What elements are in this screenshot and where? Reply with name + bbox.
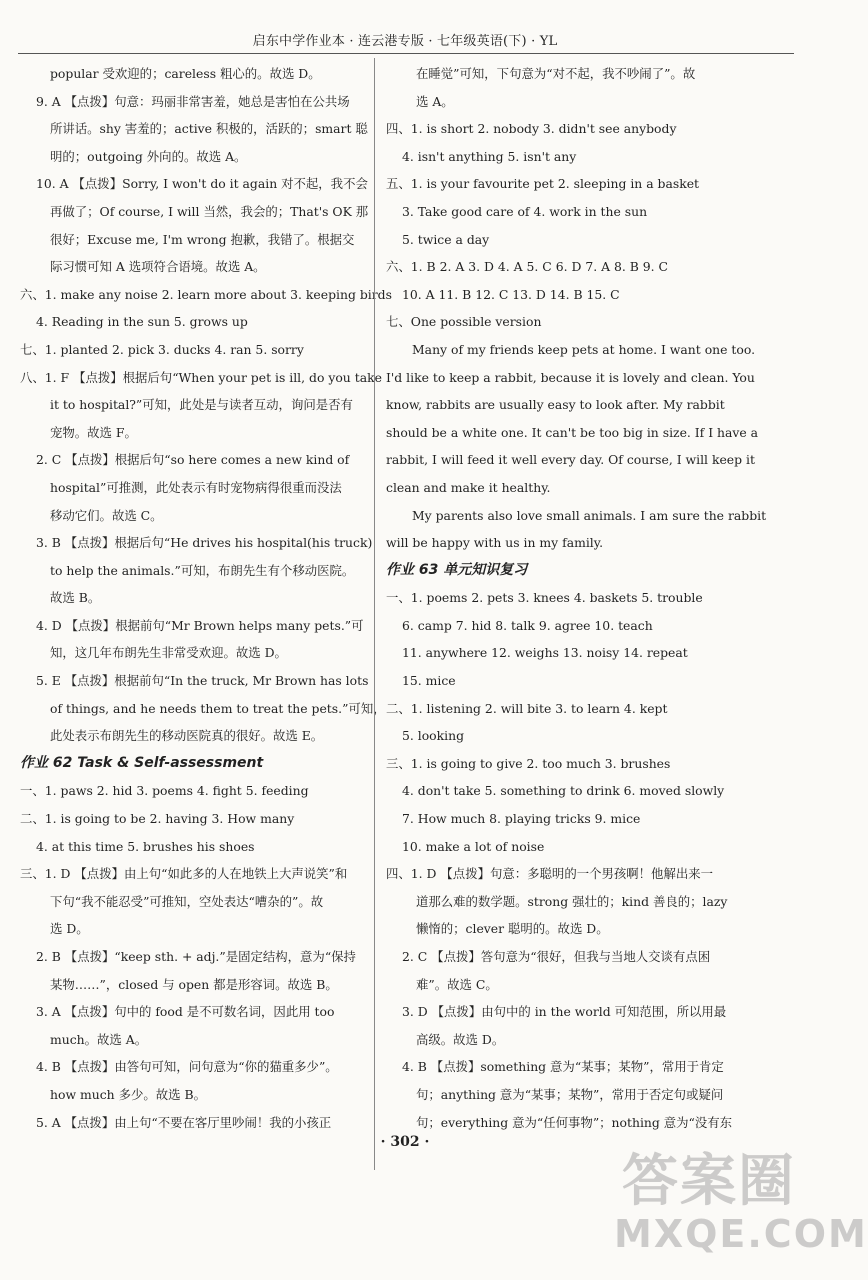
section-heading: 作业 62 Task & Self-assessment <box>20 754 264 771</box>
answer-line: 一、1. paws 2. hid 3. poems 4. fight 5. feeding <box>20 783 309 799</box>
answer-line: 六、1. make any noise 2. learn more about 3. keeping birds <box>20 286 392 302</box>
answer-line: of things, and he needs them to treat the pets.”可知， <box>50 700 386 716</box>
answer-line: 道那么难的数学题。strong 强壮的；kind 善良的；lazy <box>416 893 728 909</box>
answer-line: 宠物。故选 F。 <box>50 424 137 440</box>
answer-line: 4. D 【点拨】根据前句“Mr Brown helps many pets.”可 <box>36 617 364 633</box>
page-number: · 302 · <box>380 1134 430 1150</box>
answer-line: 懒惰的；clever 聪明的。故选 D。 <box>416 921 609 937</box>
answer-line: 四、1. is short 2. nobody 3. didn't see anybody <box>386 121 677 137</box>
header-rule <box>18 53 794 54</box>
answer-line: 4. don't take 5. something to drink 6. moved slowly <box>402 783 725 799</box>
header-title: 启东中学作业本 · 连云港专版 · 七年级英语(下) · YL <box>252 34 558 49</box>
answer-line: 10. A 【点拨】Sorry, I won't do it again 对不起，我不会 <box>36 176 368 192</box>
answer-line: 5. looking <box>402 728 465 744</box>
answer-line: 5. A 【点拨】由上句“不要在客厅里吵闹！我的小孩正 <box>36 1114 332 1130</box>
section-heading: 作业 63 单元知识复习 <box>386 561 528 578</box>
answer-line: will be happy with us in my family. <box>386 535 604 551</box>
answer-line: it to hospital?”可知，此处是与读者互动，询问是否有 <box>50 397 353 413</box>
answer-line: much。故选 A。 <box>50 1031 148 1047</box>
answer-line: 9. A 【点拨】句意：玛丽非常害羞，她总是害怕在公共场 <box>36 93 350 109</box>
answer-line: 二、1. is going to be 2. having 3. How many <box>20 811 295 827</box>
answer-line: 八、1. F 【点拨】根据后句“When your pet is ill, do you take <box>20 369 382 385</box>
answer-line: 故选 B。 <box>50 590 101 606</box>
answer-line: 4. B 【点拨】something 意为“某事；某物”，常用于肯定 <box>402 1059 724 1075</box>
answer-line: to help the animals.”可知，布朗先生有个移动医院。 <box>50 562 355 578</box>
answer-line: clean and make it healthy. <box>386 479 551 495</box>
answer-line: 某物……”，closed 与 open 都是形容词。故选 B。 <box>50 976 338 992</box>
answer-line: 三、1. is going to give 2. too much 3. brushes <box>386 755 671 771</box>
answer-line: popular 受欢迎的；careless 粗心的。故选 D。 <box>50 66 321 81</box>
answer-line: how much 多少。故选 B。 <box>50 1086 206 1102</box>
answer-line: 3. B 【点拨】根据后句“He drives his hospital(his truck) <box>36 535 373 551</box>
answer-line: 再做了；Of course, I will 当然，我会的；That's OK 那 <box>50 203 369 219</box>
watermark-logo <box>614 1149 868 1272</box>
answer-line: 四、1. D 【点拨】句意：多聪明的一个男孩啊！他解出来一 <box>386 866 714 882</box>
answer-line: 高级。故选 D。 <box>416 1031 505 1047</box>
answer-line: 11. anywhere 12. weighs 13. noisy 14. repeat <box>402 645 688 661</box>
answer-line: 10. make a lot of noise <box>402 838 545 854</box>
answer-line: 4. B 【点拨】由答句可知，问句意为“你的猫重多少”。 <box>36 1059 338 1075</box>
answer-line: 一、1. poems 2. pets 3. knees 4. baskets 5. trouble <box>386 590 703 606</box>
left-column <box>20 60 392 1136</box>
answer-line: 下句“我不能忍受”可推知，空处表达“嘈杂的”。故 <box>50 893 324 909</box>
answer-line: 六、1. B 2. A 3. D 4. A 5. C 6. D 7. A 8. B 9. C <box>386 259 669 275</box>
answer-line: 6. camp 7. hid 8. talk 9. agree 10. teach <box>402 617 653 633</box>
answer-line: 五、1. is your favourite pet 2. sleeping in a basket <box>386 176 700 192</box>
answer-line: 七、1. planted 2. pick 3. ducks 4. ran 5. sorry <box>20 341 304 357</box>
answer-line: I'd like to keep a rabbit, because it is lovely and clean. You <box>386 369 755 385</box>
answer-line: 15. mice <box>402 673 456 689</box>
answer-line: 3. Take good care of 4. work in the sun <box>402 203 648 219</box>
watermark-bottom-text: MXQE.COM <box>614 1212 868 1256</box>
answer-line: 移动它们。故选 C。 <box>50 507 163 523</box>
answer-line: hospital”可推测，此处表示有时宠物病得很重而没法 <box>50 479 342 495</box>
answer-line: should be a white one. It can't be too big in size. If I have a <box>386 424 759 440</box>
answer-line: 三、1. D 【点拨】由上句“如此多的人在地铁上大声说笑”和 <box>20 866 348 882</box>
answer-line: 句；anything 意为“某事；某物”，常用于否定句或疑问 <box>416 1086 724 1102</box>
answer-line: 选 A。 <box>416 93 454 109</box>
answer-line: 4. Reading in the sun 5. grows up <box>36 314 248 330</box>
answer-line: 选 D。 <box>50 921 89 937</box>
answer-line: 2. C 【点拨】根据后句“so here comes a new kind of <box>36 452 350 468</box>
answer-line: Many of my friends keep pets at home. I want one too. <box>412 341 756 357</box>
answer-line: 2. C 【点拨】答句意为“很好，但我与当地人交谈有点困 <box>402 949 711 964</box>
answer-line: know, rabbits are usually easy to look after. My rabbit <box>386 397 725 413</box>
answer-line: My parents also love small animals. I am sure the rabbit <box>412 507 767 523</box>
answer-line: 句；everything 意为“任何事物”；nothing 意为“没有东 <box>416 1114 733 1130</box>
answer-line: 4. at this time 5. brushes his shoes <box>36 838 255 854</box>
answer-line: rabbit, I will feed it well every day. Of course, I will keep it <box>386 452 755 468</box>
answer-line: 4. isn't anything 5. isn't any <box>402 148 577 164</box>
answer-line: 10. A 11. B 12. C 13. D 14. B 15. C <box>402 286 620 302</box>
answer-line: 3. A 【点拨】句中的 food 是不可数名词，因此用 too <box>36 1004 335 1020</box>
answer-line: 二、1. listening 2. will bite 3. to learn 4. kept <box>386 700 668 716</box>
answer-line: 难”。故选 C。 <box>416 976 498 992</box>
answer-line: 在睡觉”可知，下句意为“对不起，我不吵闹了”。故 <box>416 66 696 81</box>
answer-line: 知，这几年布朗先生非常受欢迎。故选 D。 <box>50 645 287 661</box>
answer-line: 3. D 【点拨】由句中的 in the world 可知范围，所以用最 <box>402 1004 727 1020</box>
column-divider <box>374 58 375 1170</box>
answer-line: 所讲话。shy 害羞的；active 积极的，活跃的；smart 聪 <box>50 121 368 137</box>
answer-line: 7. How much 8. playing tricks 9. mice <box>402 811 641 827</box>
answer-line: 5. twice a day <box>402 231 490 247</box>
right-column <box>386 60 767 1136</box>
answer-line: 很好；Excuse me, I'm wrong 抱歉，我错了。根据交 <box>50 231 355 247</box>
answer-line: 5. E 【点拨】根据前句“In the truck, Mr Brown has lots <box>36 673 369 689</box>
answer-line: 际习惯可知 A 选项符合语境。故选 A。 <box>50 259 266 275</box>
watermark-top-text: 答案圈 <box>622 1149 796 1214</box>
answer-line: 2. B 【点拨】“keep sth. + adj.”是固定结构，意为“保持 <box>36 949 356 964</box>
answer-line: 七、One possible version <box>386 314 542 330</box>
answer-line: 此处表示布朗先生的移动医院真的很好。故选 E。 <box>50 728 324 744</box>
running-header <box>0 30 810 52</box>
answer-line: 明的；outgoing 外向的。故选 A。 <box>50 148 247 164</box>
